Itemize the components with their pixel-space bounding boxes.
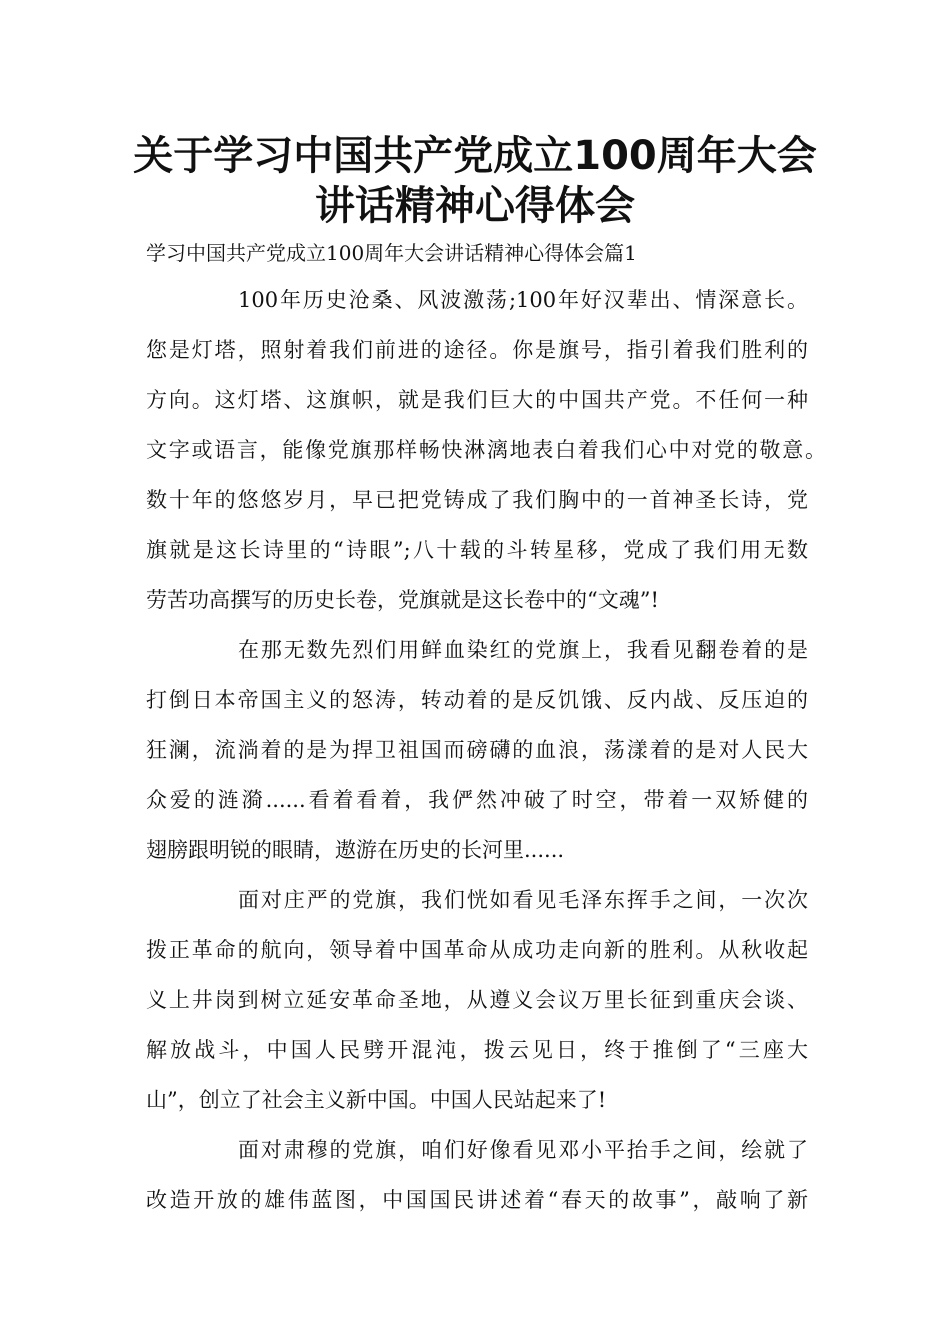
paragraph-line: 面对庄严的党旗，我们恍如看见毛泽东挥手之间，一次次 bbox=[238, 888, 808, 912]
paragraph-line: 劳苦功高撰写的历史长卷，党旗就是这长卷中的“文魂”! bbox=[146, 588, 659, 612]
paragraph-line: 文字或语言，能像党旗那样畅快淋漓地表白着我们心中对党的敬意。 bbox=[146, 438, 826, 462]
title-line-2: 讲话精神心得体会 bbox=[315, 183, 635, 229]
paragraph-line: 打倒日本帝国主义的怒涛，转动着的是反饥饿、反内战、反压迫的 bbox=[146, 688, 808, 712]
paragraph-line: 旗就是这长诗里的“诗眼”;八十载的斗转星移，党成了我们用无数 bbox=[146, 538, 808, 562]
subtitle: 学习中国共产党成立100周年大会讲话精神心得体会篇1 bbox=[146, 241, 637, 265]
paragraph-line: 义上井岗到树立延安革命圣地，从遵义会议万里长征到重庆会谈、 bbox=[146, 988, 808, 1012]
paragraph-line: 山”，创立了社会主义新中国。中国人民站起来了! bbox=[146, 1088, 607, 1112]
paragraph-line: 100年历史沧桑、风波激荡;100年好汉辈出、情深意长。 bbox=[238, 288, 808, 312]
paragraph-line: 狂澜，流淌着的是为捍卫祖国而磅礴的血浪，荡漾着的是对人民大 bbox=[146, 738, 808, 762]
paragraph-line: 方向。这灯塔、这旗帜，就是我们巨大的中国共产党。不任何一种 bbox=[146, 388, 808, 412]
paragraph-line: 在那无数先烈们用鲜血染红的党旗上，我看见翻卷着的是 bbox=[238, 638, 808, 662]
paragraph-line: 众爱的涟漪......看着看着，我俨然冲破了时空，带着一双矫健的 bbox=[146, 788, 808, 812]
paragraph-line: 改造开放的雄伟蓝图，中国国民讲述着“春天的故事”，敲响了新 bbox=[146, 1188, 808, 1212]
paragraph-line: 您是灯塔，照射着我们前进的途径。你是旗号，指引着我们胜利的 bbox=[146, 338, 808, 362]
paragraph-line: 面对肃穆的党旗，咱们好像看见邓小平抬手之间，绘就了 bbox=[238, 1138, 808, 1162]
paragraph-line: 拨正革命的航向，领导着中国革命从成功走向新的胜利。从秋收起 bbox=[146, 938, 808, 962]
paragraph-line: 数十年的悠悠岁月，早已把党铸成了我们胸中的一首神圣长诗，党 bbox=[146, 488, 808, 512]
title-line-1: 关于学习中国共产党成立100周年大会 bbox=[133, 133, 817, 179]
paragraph-line: 翅膀跟明锐的眼睛，遨游在历史的长河里...... bbox=[146, 838, 565, 862]
paragraph-line: 解放战斗，中国人民劈开混沌，拨云见日，终于推倒了“三座大 bbox=[146, 1038, 808, 1062]
